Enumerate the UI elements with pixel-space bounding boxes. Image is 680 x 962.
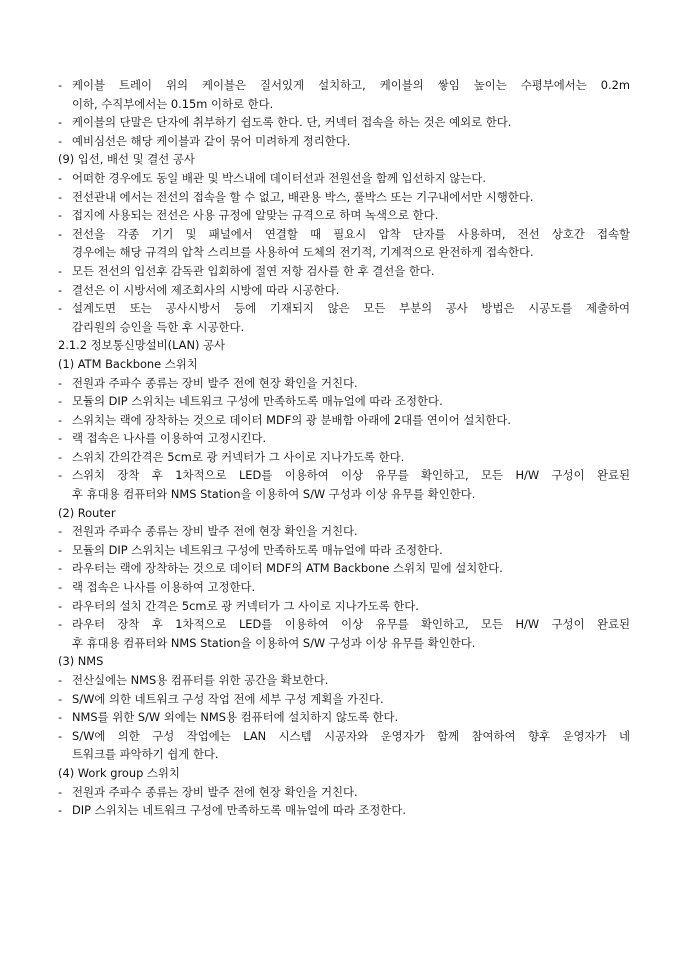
- bullet-dash-icon: -: [58, 170, 63, 185]
- bullet-text: [72, 708, 630, 727]
- bullet-item: [58, 466, 630, 503]
- bullet-item: [58, 169, 630, 188]
- bullet-item: [58, 262, 630, 281]
- bullet-text: [72, 522, 630, 541]
- text-line: 랙 접속은 나사를 이용하여 고정시킨다.: [72, 431, 267, 446]
- section-heading: (2) Router: [58, 505, 116, 520]
- section-heading: (1) ATM Backbone 스위치: [58, 356, 198, 371]
- text-line: 경우에는 해당 규격의 압착 스리브를 사용하여 도체의 전기적, 기계적으로 완전하게 접속한다.: [72, 245, 534, 260]
- bullet-item: [58, 374, 630, 393]
- section-heading: (3) NMS: [58, 654, 104, 669]
- text-line: 라우터는 랙에 장착하는 것으로 데이터 MDF의 ATM Backbone 스위치 밑에 설치한다.: [72, 561, 503, 576]
- text-line: 감리원의 승인을 득한 후 시공한다.: [72, 319, 245, 334]
- bullet-item: [58, 671, 630, 690]
- bullet-text: [72, 113, 630, 132]
- text-line: 케이블의 단말은 단자에 취부하기 쉽도록 한다. 단, 커넥터 접속을 하는 것은 예외로 한다.: [72, 115, 512, 130]
- bullet-dash-icon: -: [58, 115, 63, 130]
- bullet-text: [72, 671, 630, 690]
- text-line: DIP 스위치는 네트워크 구성에 만족하도록 매뉴얼에 따라 조정한다.: [72, 803, 407, 818]
- bullet-dash-icon: -: [58, 394, 63, 409]
- bullet-item: [58, 132, 630, 151]
- bullet-text: [72, 76, 630, 113]
- text-line: 전선관내 에서는 전선의 접속을 할 수 없고, 배관용 박스, 풀박스 또는 기구내에서만 시행한다.: [72, 189, 534, 204]
- bullet-item: [58, 541, 630, 560]
- bullet-dash-icon: -: [58, 580, 63, 595]
- bullet-item: [58, 392, 630, 411]
- bullet-text: [72, 541, 630, 560]
- bullet-dash-icon: -: [58, 301, 63, 316]
- bullet-text: [72, 559, 630, 578]
- text-line: 랙 접속은 나사를 이용하여 고정한다.: [72, 580, 256, 595]
- bullet-item: [58, 411, 630, 430]
- bullet-dash-icon: -: [58, 375, 63, 390]
- text-line: 모든 전선의 입선후 감독관 입회하에 절연 저항 검사를 한 후 결선을 한다.: [72, 263, 435, 278]
- text-line: 전원과 주파수 종류는 장비 발주 전에 현장 확인을 거친다.: [72, 784, 358, 799]
- document-page: [58, 76, 630, 820]
- bullet-item: [58, 578, 630, 597]
- text-line: 결선은 이 시방서에 제조회사의 시방에 따라 시공한다.: [72, 282, 340, 297]
- text-line: 스위치는 랙에 장착하는 것으로 데이터 MDF의 광 분배함 아래에 2대를 연이어 설치한다.: [72, 412, 511, 427]
- bullet-item: [58, 708, 630, 727]
- bullet-item: [58, 522, 630, 541]
- bullet-text: [72, 374, 630, 393]
- text-line: 예비심선은 해당 케이블과 같이 묶어 미려하게 정리한다.: [72, 133, 351, 148]
- bullet-dash-icon: -: [58, 617, 63, 632]
- bullet-text: [72, 132, 630, 151]
- bullet-text: [72, 262, 630, 281]
- bullet-text: [72, 411, 630, 430]
- bullet-dash-icon: -: [58, 133, 63, 148]
- bullet-text: [72, 169, 630, 188]
- text-line: 모듈의 DIP 스위치는 네트워크 구성에 만족하도록 매뉴얼에 따라 조정한다.: [72, 542, 443, 557]
- text-line: 전원과 주파수 종류는 장비 발주 전에 현장 확인을 거친다.: [72, 524, 358, 539]
- text-line: 라우터의 설치 간격은 5cm로 광 커넥터가 그 사이로 지나가도록 한다.: [72, 598, 419, 613]
- bullet-text: [72, 597, 630, 616]
- bullet-text: [72, 801, 630, 820]
- bullet-text: [72, 299, 630, 336]
- section-heading: 2.1.2 정보통신망설비(LAN) 공사: [58, 338, 226, 353]
- text-line: 스위치 장착 후 1차적으로 LED를 이용하여 이상 유무를 확인하고, 모든 H/W 구성이 완료된: [72, 468, 630, 483]
- bullet-item: [58, 690, 630, 709]
- bullet-text: [72, 392, 630, 411]
- bullet-dash-icon: -: [58, 803, 63, 818]
- bullet-dash-icon: -: [58, 208, 63, 223]
- text-line: 라우터 장착 후 1차적으로 LED를 이용하여 이상 유무를 확인하고, 모든 H/W 구성이 완료된: [72, 617, 630, 632]
- bullet-item: [58, 559, 630, 578]
- bullet-item: [58, 448, 630, 467]
- text-line: 전선을 각종 기기 및 패널에서 연결할 때 필요시 압착 단자를 사용하며, 전선 상호간 접속할: [72, 226, 630, 241]
- text-line: S/W에 의한 구성 작업에는 LAN 시스템 시공자와 운영자가 함께 참여하여 향후 운영자가 네: [72, 728, 630, 743]
- bullet-item: [58, 206, 630, 225]
- bullet-dash-icon: -: [58, 226, 63, 241]
- bullet-text: [72, 578, 630, 597]
- text-line: 트워크를 파악하기 쉽게 한다.: [72, 747, 219, 762]
- bullet-dash-icon: -: [58, 784, 63, 799]
- bullet-dash-icon: -: [58, 710, 63, 725]
- text-line: 설계도면 또는 공사시방서 등에 기재되지 않은 모든 부분의 공사 방법은 시공도를 제출하여: [72, 301, 630, 316]
- bullet-item: [58, 727, 630, 764]
- bullet-item: [58, 188, 630, 207]
- bullet-text: [72, 281, 630, 300]
- bullet-item: [58, 597, 630, 616]
- bullet-dash-icon: -: [58, 449, 63, 464]
- bullet-item: [58, 281, 630, 300]
- bullet-item: [58, 113, 630, 132]
- bullet-dash-icon: -: [58, 524, 63, 539]
- text-line: 접지에 사용되는 전선은 사용 규정에 알맞는 규격으로 하며 녹색으로 한다.: [72, 208, 439, 223]
- bullet-dash-icon: -: [58, 189, 63, 204]
- bullet-text: [72, 429, 630, 448]
- bullet-text: [72, 225, 630, 262]
- text-line: 후 휴대용 컴퓨터와 NMS Station을 이용하여 S/W 구성과 이상 유무를 확인한다.: [72, 487, 476, 502]
- section-heading: (4) Work group 스위치: [58, 765, 180, 780]
- bullet-text: [72, 727, 630, 764]
- bullet-dash-icon: -: [58, 673, 63, 687]
- bullet-text: [72, 615, 630, 652]
- text-line: 전원과 주파수 종류는 장비 발주 전에 현장 확인을 거친다.: [72, 375, 358, 390]
- text-line: 모듈의 DIP 스위치는 네트워크 구성에 만족하도록 매뉴얼에 따라 조정한다.: [72, 394, 443, 409]
- text-line: 케이블 트레이 위의 케이블은 질서있게 설치하고, 케이블의 쌓임 높이는 수평부에서는 0.2m: [72, 78, 630, 92]
- text-line: NMS를 위한 S/W 외에는 NMS용 컴퓨터에 설치하지 않도록 한다.: [72, 710, 399, 725]
- bullet-dash-icon: -: [58, 561, 63, 576]
- bullet-text: [72, 783, 630, 802]
- bullet-dash-icon: -: [58, 412, 63, 427]
- bullet-text: [72, 466, 630, 503]
- bullet-dash-icon: -: [58, 78, 63, 92]
- text-line: 전산실에는 NMS용 컴퓨터를 위한 공간을 확보한다.: [72, 673, 329, 687]
- bullet-dash-icon: -: [58, 431, 63, 446]
- bullet-text: [72, 206, 630, 225]
- bullet-item: [58, 299, 630, 336]
- bullet-item: [58, 429, 630, 448]
- text-line: 이하, 수직부에서는 0.15m 이하로 한다.: [72, 96, 274, 111]
- bullet-dash-icon: -: [58, 468, 63, 483]
- bullet-item: [58, 76, 630, 113]
- bullet-item: [58, 615, 630, 652]
- bullet-item: [58, 801, 630, 820]
- text-line: 후 휴대용 컴퓨터와 NMS Station을 이용하여 S/W 구성과 이상 유무를 확인한다.: [72, 635, 476, 650]
- bullet-text: [72, 690, 630, 709]
- text-line: 스위치 간의간격은 5cm로 광 커넥터가 그 사이로 지나가도록 한다.: [72, 449, 405, 464]
- bullet-item: [58, 783, 630, 802]
- bullet-text: [72, 188, 630, 207]
- section-heading: (9) 입선, 배선 및 결선 공사: [58, 152, 195, 167]
- bullet-dash-icon: -: [58, 542, 63, 557]
- bullet-text: [72, 448, 630, 467]
- bullet-dash-icon: -: [58, 691, 63, 706]
- text-line: S/W에 의한 네트워크 구성 작업 전에 세부 구성 계획을 가진다.: [72, 691, 384, 706]
- bullet-dash-icon: -: [58, 728, 63, 743]
- text-line: 어떠한 경우에도 동일 배관 및 박스내에 데이터선과 전원선을 함께 입선하지 않는다.: [72, 170, 486, 185]
- bullet-dash-icon: -: [58, 282, 63, 297]
- bullet-item: [58, 225, 630, 262]
- bullet-dash-icon: -: [58, 598, 63, 613]
- bullet-dash-icon: -: [58, 263, 63, 278]
